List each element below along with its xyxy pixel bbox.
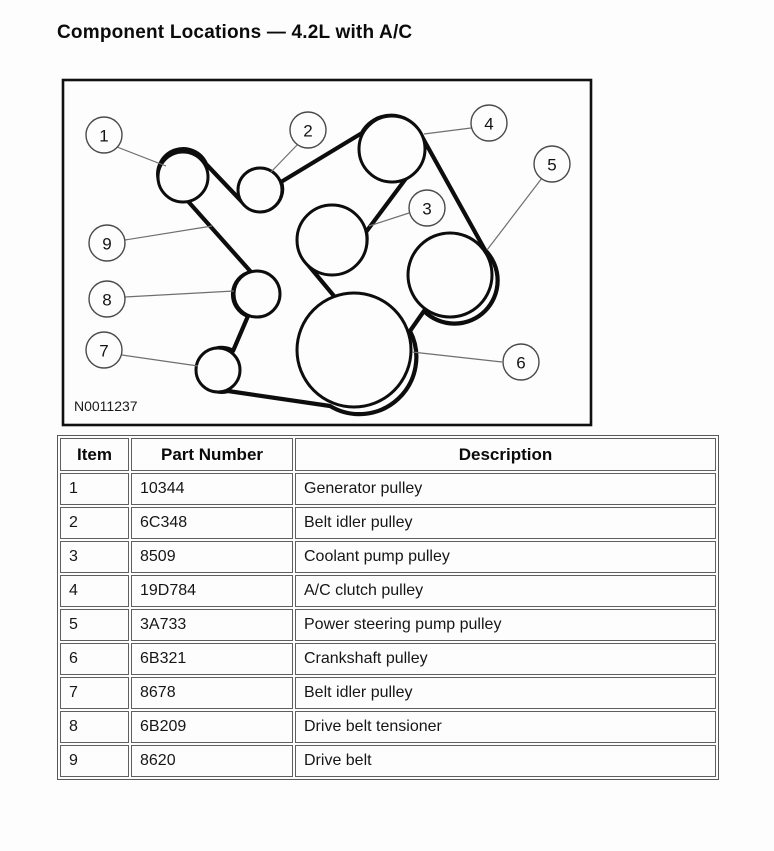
belt-idler-pulley-7 — [196, 348, 240, 392]
callout-number: 5 — [547, 155, 557, 175]
item-cell: 7 — [60, 677, 129, 709]
callout-number: 4 — [484, 114, 494, 134]
part-number-cell: 6C348 — [131, 507, 293, 539]
column-header-item: Item — [60, 438, 129, 471]
table-row — [60, 473, 716, 505]
drive-belt-tensioner-pulley — [234, 271, 280, 317]
crankshaft-pulley — [297, 293, 411, 407]
description-cell: Belt idler pulley — [295, 677, 716, 709]
part-number-cell: 8509 — [131, 541, 293, 573]
item-cell: 6 — [60, 643, 129, 675]
parts-table-container — [57, 435, 719, 780]
description-cell: A/C clutch pulley — [295, 575, 716, 607]
table-row — [60, 575, 716, 607]
part-number-cell: 6B209 — [131, 711, 293, 743]
callout-number: 7 — [99, 341, 109, 361]
parts-table — [57, 435, 719, 780]
part-number-cell: 8678 — [131, 677, 293, 709]
description-cell: Power steering pump pulley — [295, 609, 716, 641]
column-header-part-number: Part Number — [131, 438, 293, 471]
item-cell: 1 — [60, 473, 129, 505]
item-cell: 9 — [60, 745, 129, 777]
coolant-pump-pulley — [297, 205, 367, 275]
table-row — [60, 711, 716, 743]
callout-number: 3 — [422, 199, 432, 219]
table-row — [60, 507, 716, 539]
item-cell: 8 — [60, 711, 129, 743]
description-cell: Belt idler pulley — [295, 507, 716, 539]
item-cell: 4 — [60, 575, 129, 607]
table-row — [60, 677, 716, 709]
ac-clutch-pulley — [359, 116, 425, 182]
description-cell: Crankshaft pulley — [295, 643, 716, 675]
description-cell: Generator pulley — [295, 473, 716, 505]
description-cell: Drive belt tensioner — [295, 711, 716, 743]
figure-id-label: N0011237 — [74, 398, 138, 414]
item-cell: 5 — [60, 609, 129, 641]
part-number-cell: 3A733 — [131, 609, 293, 641]
callout-number: 8 — [102, 290, 112, 310]
belt-idler-pulley-2 — [238, 168, 282, 212]
description-cell: Drive belt — [295, 745, 716, 777]
column-header-description: Description — [295, 438, 716, 471]
callout-number: 1 — [99, 126, 109, 146]
page-title: Component Locations — 4.2L with A/C — [57, 22, 413, 43]
table-row — [60, 643, 716, 675]
description-cell: Coolant pump pulley — [295, 541, 716, 573]
part-number-cell: 8620 — [131, 745, 293, 777]
power-steering-pump-pulley — [408, 233, 492, 317]
part-number-cell: 6B321 — [131, 643, 293, 675]
table-row — [60, 541, 716, 573]
item-cell: 3 — [60, 541, 129, 573]
table-row — [60, 609, 716, 641]
callout-number: 2 — [303, 121, 313, 141]
table-row — [60, 745, 716, 777]
table-header-row — [60, 438, 716, 471]
callout-number: 9 — [102, 234, 112, 254]
callout-number: 6 — [516, 353, 526, 373]
generator-pulley — [158, 152, 208, 202]
part-number-cell: 19D784 — [131, 575, 293, 607]
part-number-cell: 10344 — [131, 473, 293, 505]
item-cell: 2 — [60, 507, 129, 539]
